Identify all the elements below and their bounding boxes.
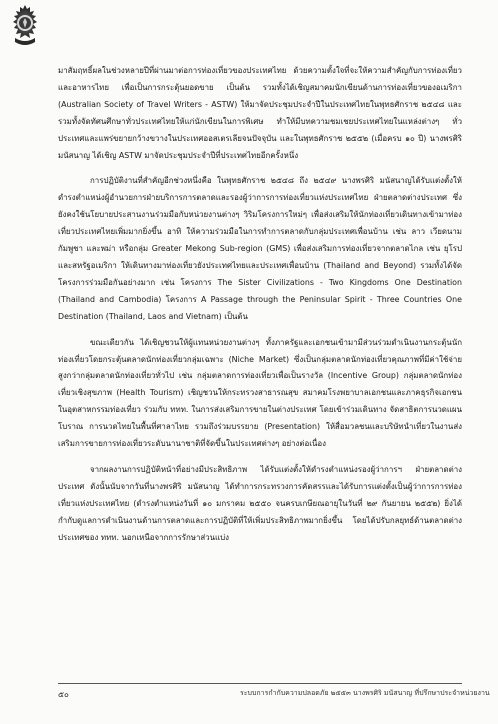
paragraph-1: มาสัมฤทธิ์ผลในช่วงหลายปีที่ผ่านมาต่อการท่องเที่ยวของประเทศไทย ด้วยความตั้งใจที่จะให้ความสำคัญกับการท่องเที่ยวและอาหารไทย เพื่อเป็นการกระตุ้นยอดขาย เป็นต้น รวมทั้งได้เชิญสมาคมนักเขียนด้านการท่องเที่ยวของอเมริกา (Australian Society of Travel Writers - ASTW) ให้มาจัดประชุมประจำปีในประเทศไทยในพุทธศักราช ๒๕๔๘ และรวมทั้งจัดทัศนศึกษาทั่วประเทศไทยให้แก่นักเขียนในการพิเศษ ทำให้มีบทความชมเชยประเทศไทยในแหล่งต่างๆ ทั่วประเทศและแพร่ขยายกว้างขวางในประเทศออสเตรเลียจนปัจจุบัน และในพุทธศักราช ๒๕๕๒ (เมื่อครบ ๑๐ ปี) นางพรศิริ มนัสนาญ ได้เชิญ ASTW มาจัดประชุมประจำปีที่ประเทศไทยอีกครั้งหนึ่ง	[58, 66, 462, 160]
paragraph-2: การปฏิบัติงานที่สำคัญอีกช่วงหนึ่งคือ ในพุทธศักราช ๒๕๔๘ ถึง ๒๕๔๙ นางพรศิริ มนัสนาญได้รับแต่งตั้งให้ดำรงตำแหน่งผู้อำนวยการฝ่ายบริการการตลาดและรองผู้ว่าการการท่องเที่ยวแห่งประเทศไทย ฝ่ายตลาดต่างประเทศ ซึ่งยังคงใช้นโยบายประสานงานร่วมมือกับหน่วยงานต่างๆ วิริมโครงการใหม่ๆ เพื่อส่งเสริมให้นักท่องเที่ยวเดินทางเข้ามาท่องเที่ยวประเทศไทยเพิ่มมากยิ่งขึ้น อาทิ ให้ความร่วมมือในการทำการตลาดกับกลุ่มประเทศเพื่อนบ้าน เช่น ลาว เวียดนาม กัมพูชา และพม่า หรือกลุ่ม Greater Mekong Sub-region (GMS) เพื่อส่งเสริมการท่องเที่ยวจากตลาดไกล เช่น ยุโรปและสหรัฐอเมริกา ให้เดินทางมาท่องเที่ยวยังประเทศไทยและประเทศเพื่อนบ้าน (Thailand and Beyond) รวมทั้งได้จัดโครงการร่วมมือกันอย่างมาก เช่น โครงการ The Sister Civilizations - Two Kingdoms One Destination (Thailand and Cambodia) โครงการ A Passage through the Peninsular Spirit - Three Countries One Destination (Thailand, Laos and Vietnam) เป็นต้น	[58, 176, 462, 321]
page-number: ๕๐	[58, 690, 69, 699]
body-text	[58, 63, 462, 555]
paragraph-4: จากผลงานการปฏิบัติหน้าที่อย่างมีประสิทธิภาพ ได้รับแต่งตั้งให้ดำรงตำแหน่งรองผู้ว่าการฯ ฝ่ายตลาดต่างประเทศ ดังนั้นนับจากวันที่นางพรศิริ มนัสนาญ ได้ทำการกระทรวงการคัดสรรและได้รับการแต่งตั้งเป็นผู้ว่าการการท่องเที่ยวแห่งประเทศไทย (ดำรงตำแหน่งวันที่ ๑๐ มกราคม ๒๕๕๐ จนครบเกษียณอายุในวันที่ ๒๙ กันยายน ๒๕๕๒) ยิ่งได้กำกับดูแลการดำเนินงานด้านการตลาดและการปฏิบัติที่ให้เพิ่มประสิทธิภาพมากยิ่งขึ้น โดยได้ปรับกลยุทธ์ด้านตลาดต่างประเทศของ ททท. นอกเหนือจากการรักษาส่วนแบ่ง	[58, 464, 462, 542]
running-footer: ระบบการกำกับความปลอดภัย ๒๕๕๓ นางพรศิริ มนัสนาญ ที่ปรึกษาประจำหน่วยงาน	[240, 689, 490, 697]
royal-emblem-icon	[6, 4, 44, 48]
footer-divider	[58, 683, 462, 684]
paragraph-3: ขณะเดียวกัน ได้เชิญชวนให้ผู้แทนหน่วยงานต่างๆ ทั้งภาครัฐและเอกชนเข้ามามีส่วนร่วมดำเนินงานกระตุ้นนักท่องเที่ยวโดยกระตุ้นตลาดนักท่องเที่ยวกลุ่มเฉพาะ (Niche Market) ซึ่งเป็นกลุ่มตลาดนักท่องเที่ยวคุณภาพที่มีค่าใช้จ่ายสูงกว่ากลุ่มตลาดนักท่องเที่ยวทั่วไป เช่น กลุ่มตลาดการท่องเที่ยวเพื่อเป็นรางวัล (Incentive Group) กลุ่มตลาดนักท่องเที่ยวเชิงสุขภาพ (Health Tourism) เชิญชวนให้กระทรวงสาธารณสุข สมาคมโรงพยาบาลเอกชนและภาคธุรกิจเอกชนในอุตสาหกรรมท่องเที่ยว ร่วมกับ ททท. ในการส่งเสริมการขายในต่างประเทศ โดยเข้าร่วมเดินทาง จัดสาธิตการนวดแผนโบราณ การนวดไทยในพื้นที่ศาลาไทย รวมถึงร่วมบรรยาย (Presentation) ให้สื่อมวลชนและบริษัทนำเที่ยวในงานส่งเสริมการขายการท่องเที่ยวระดับนานาชาติที่จัดขึ้นในประเทศต่างๆ อย่างต่อเนื่อง	[58, 337, 462, 449]
